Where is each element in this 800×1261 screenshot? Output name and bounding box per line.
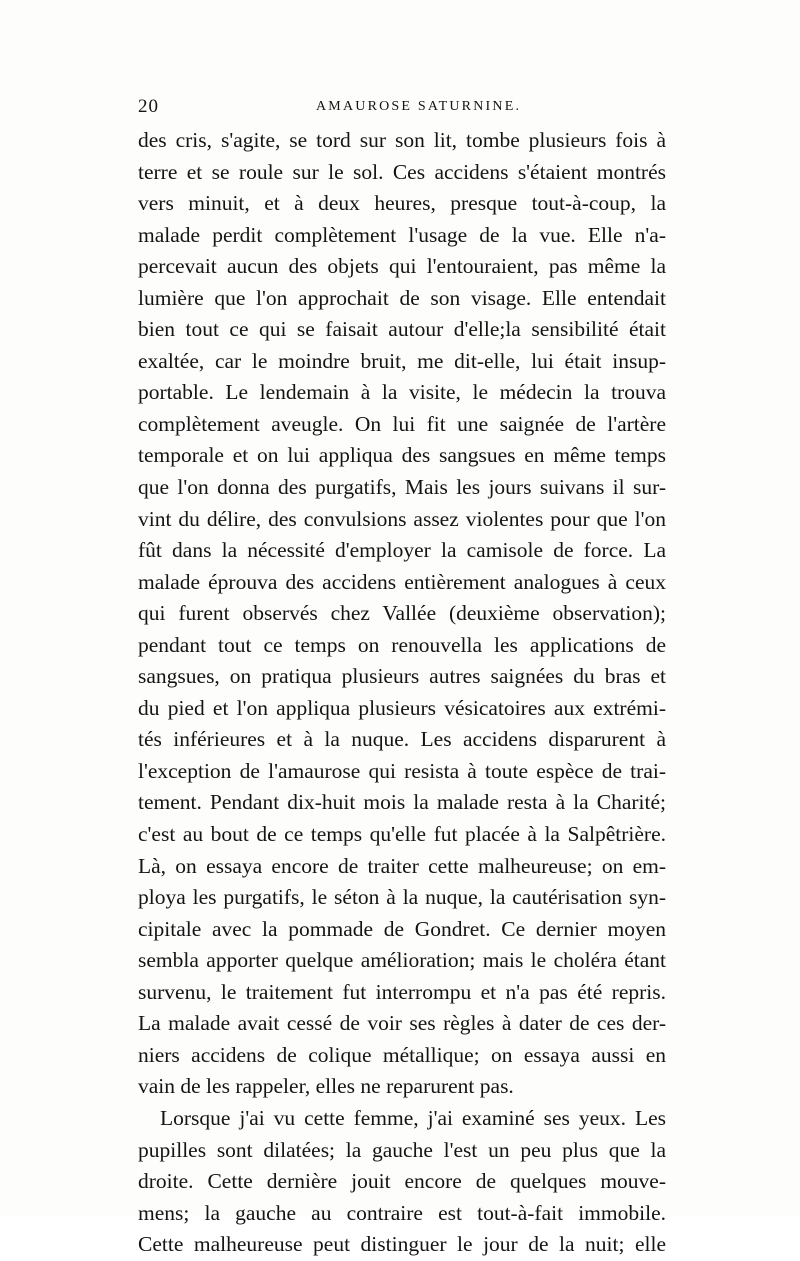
text-line: Lorsque j'ai vu cette femme, j'ai examiné ses yeux. Les xyxy=(160,1105,666,1130)
text-line: fût dans la nécessité d'employer la camisole de force. La xyxy=(138,538,666,563)
text-line: vers minuit, et à deux heures, presque tout-à-coup, la xyxy=(138,191,666,216)
text-line: tement. Pendant dix-huit mois la malade resta à la Charité; xyxy=(138,790,666,815)
text-line: droite. Cette dernière jouit encore de quelques mouve- xyxy=(138,1169,666,1194)
text-line: ploya les purgatifs, le séton à la nuque, la cautérisation syn- xyxy=(138,885,666,910)
text-line: malade éprouva des accidens entièrement analogues à ceux xyxy=(138,569,666,594)
text-line: pendant tout ce temps on renouvella les applications de xyxy=(138,632,666,657)
text-line: malade perdit complètement l'usage de la vue. Elle n'a- xyxy=(138,222,666,247)
text-line: du pied et l'on appliqua plusieurs vésicatoires aux extrémi- xyxy=(138,695,666,720)
text-line: tés inférieures et à la nuque. Les accidens disparurent à xyxy=(138,727,666,752)
text-line: lumière que l'on approchait de son visage. Elle entendait xyxy=(138,285,666,310)
text-line: qui furent observés chez Vallée (deuxième observation); xyxy=(138,601,666,626)
text-line: terre et se roule sur le sol. Ces accidens s'étaient montrés xyxy=(138,159,666,184)
text-line: sembla apporter quelque amélioration; mais le choléra étant xyxy=(138,948,666,973)
text-line: sangsues, on pratiqua plusieurs autres saignées du bras et xyxy=(138,664,666,689)
text-line: cipitale avec la pommade de Gondret. Ce dernier moyen xyxy=(138,916,666,941)
text-line: pupilles sont dilatées; la gauche l'est un peu plus que la xyxy=(138,1137,666,1162)
text-line: mens; la gauche au contraire est tout-à-fait immobile. xyxy=(138,1200,666,1225)
text-line: La malade avait cessé de voir ses règles à dater de ces der- xyxy=(138,1011,666,1036)
text-line: survenu, le traitement fut interrompu et n'a pas été repris. xyxy=(138,979,666,1004)
page-header xyxy=(138,96,668,122)
text-line: l'exception de l'amaurose qui resista à toute espèce de trai- xyxy=(138,758,666,783)
text-line: bien tout ce qui se faisait autour d'elle;la sensibilité était xyxy=(138,317,666,342)
page-number: 20 xyxy=(138,96,159,117)
text-line: que l'on donna des purgatifs, Mais les jours suivans il sur- xyxy=(138,475,666,500)
text-line: portable. Le lendemain à la visite, le médecin la trouva xyxy=(138,380,666,405)
text-line: complètement aveugle. On lui fit une saignée de l'artère xyxy=(138,411,666,436)
text-line: vint du délire, des convulsions assez violentes pour que l'on xyxy=(138,506,666,531)
text-line: vain de les rappeler, elles ne reparurent pas. xyxy=(138,1074,514,1099)
body-text xyxy=(138,125,666,1261)
text-line: c'est au bout de ce temps qu'elle fut placée à la Salpêtrière. xyxy=(138,822,666,847)
text-line: Cette malheureuse peut distinguer le jour de la nuit; elle xyxy=(138,1232,666,1257)
text-line: des cris, s'agite, se tord sur son lit, tombe plusieurs fois à xyxy=(138,128,666,152)
text-line: niers accidens de colique métallique; on essaya aussi en xyxy=(138,1042,666,1067)
text-line: percevait aucun des objets qui l'entouraient, pas même la xyxy=(138,254,666,279)
text-line: temporale et on lui appliqua des sangsues en même temps xyxy=(138,443,666,468)
text-line: Là, on essaya encore de traiter cette malheureuse; on em- xyxy=(138,853,666,878)
running-head: AMAUROSE SATURNINE. xyxy=(316,99,522,114)
text-line: exaltée, car le moindre bruit, me dit-elle, lui était insup- xyxy=(138,348,666,373)
